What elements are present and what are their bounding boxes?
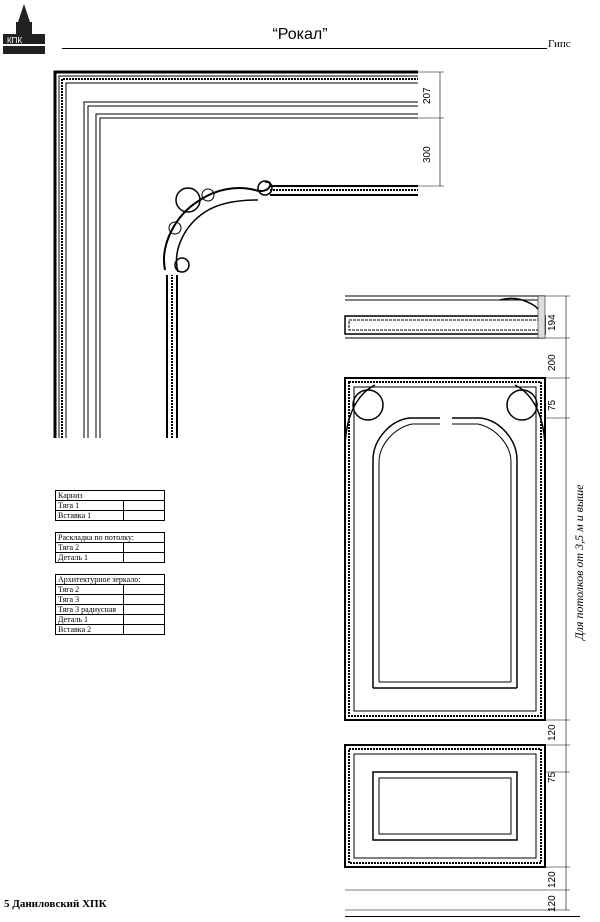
dim-inner-offset-2: 75: [547, 771, 558, 783]
architectural-mirror-tall: [345, 378, 545, 720]
architectural-mirror-small: [345, 745, 545, 867]
dim-cornice-height: 207: [422, 87, 433, 104]
table-header: Карниз: [56, 491, 165, 501]
dim-ceiling-offset2: 200: [547, 354, 558, 371]
dim-ceiling-offset: 300: [422, 146, 433, 163]
table-row: Деталь 1: [56, 615, 165, 625]
table-row: Тяга 1: [56, 501, 165, 511]
cornice-table: [55, 490, 165, 521]
material-label: Гипс: [548, 38, 571, 50]
table-row: Тяга 2: [56, 543, 165, 553]
dim-gap-2: 120: [547, 871, 558, 888]
cornice-corner-drawing: [55, 72, 418, 438]
table-row: Тяга 2: [56, 585, 165, 595]
footer-label: 5 Даниловский ХПК: [4, 898, 107, 910]
table-header: Раскладка по потолку:: [56, 533, 165, 543]
svg-text:КПК: КПК: [7, 36, 23, 45]
dim-cornice2-height: 194: [547, 314, 558, 331]
dim-gap-3: 120: [547, 895, 558, 912]
ceiling-height-note: Для потолков от 3,5 м и выше: [572, 484, 586, 640]
table-row: Деталь 1: [56, 553, 165, 563]
table-row: Тяга 3: [56, 595, 165, 605]
page-title: “Рокал”: [272, 26, 328, 43]
table-header: Архитектурное зеркало:: [56, 575, 165, 585]
mirror-table: [55, 574, 165, 635]
dim-gap-1: 120: [547, 724, 558, 741]
cornice-profile-drawing: [345, 296, 545, 338]
footer-rule: [345, 916, 580, 917]
table-row: Вставка 2: [56, 625, 165, 635]
table-row: Вставка 1: [56, 511, 165, 521]
dim-inner-offset: 75: [547, 399, 558, 411]
header-rule: [62, 48, 547, 49]
ceiling-layout-table: [55, 532, 165, 563]
table-row: Тяга 3 радиусная: [56, 605, 165, 615]
